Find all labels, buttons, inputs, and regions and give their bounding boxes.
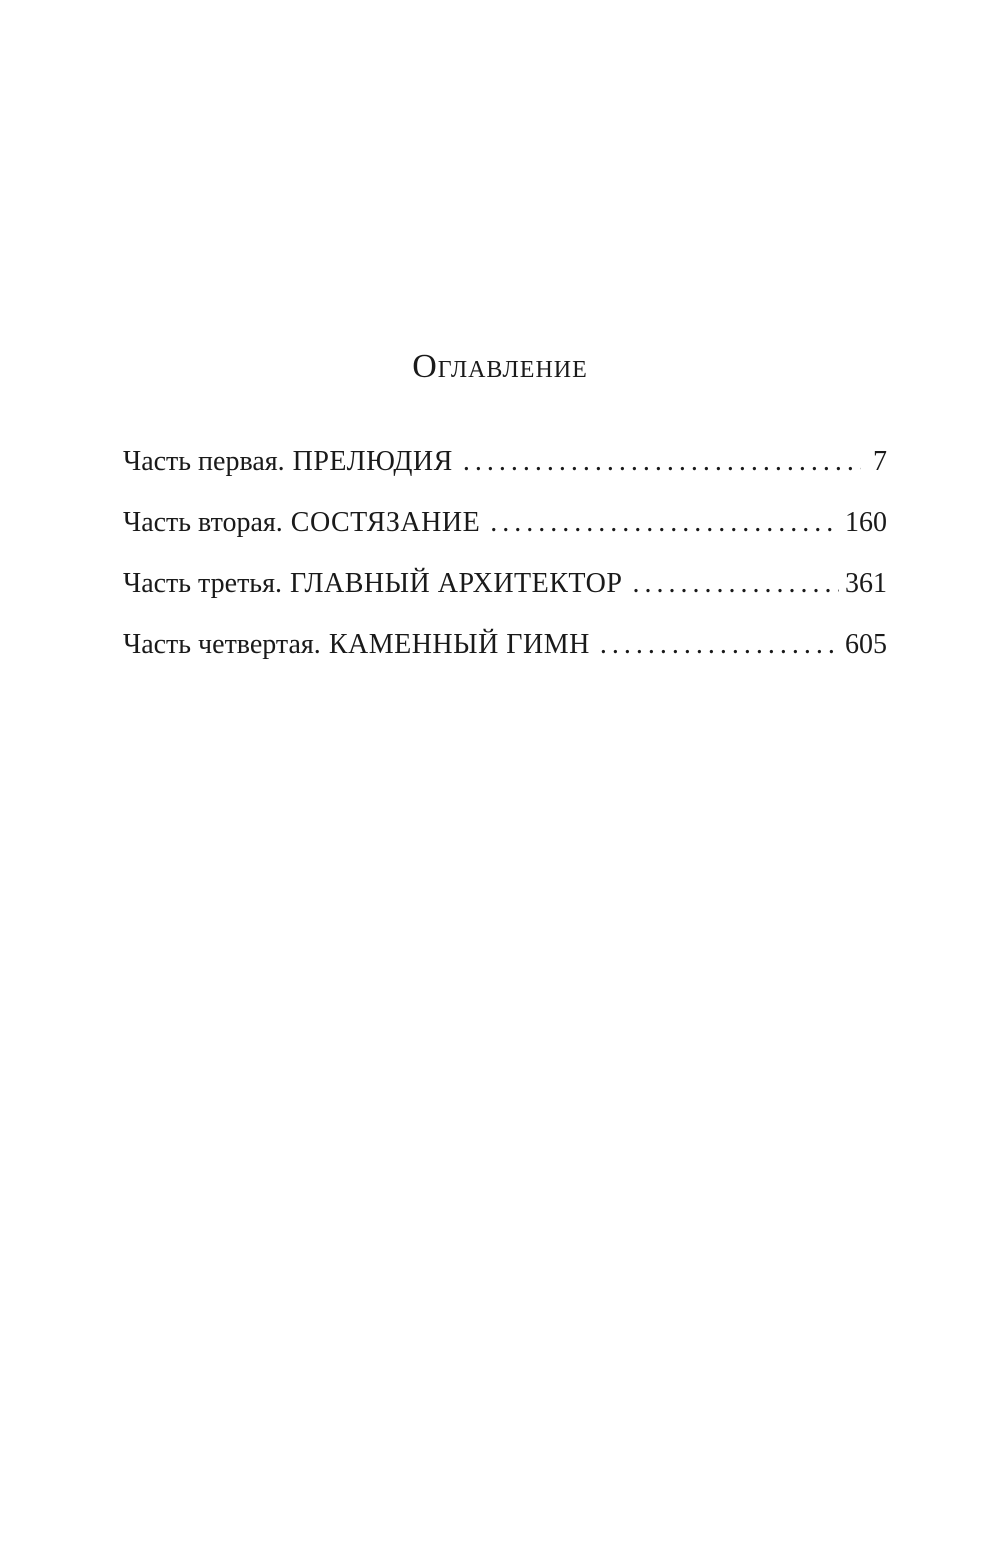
toc-entry-1[interactable]: [123, 446, 887, 507]
toc-entry-title: СОСТЯЗАНИЕ: [290, 507, 481, 538]
toc-heading: Оглавление: [412, 348, 588, 385]
toc-entry-page: 7: [873, 446, 887, 477]
toc-entry-page: 160: [845, 507, 887, 538]
toc-entry-part: Часть четвертая.: [123, 629, 321, 660]
toc-entry-page: 361: [845, 568, 887, 599]
dot-leader: [463, 446, 861, 478]
dot-leader: [600, 629, 839, 661]
table-of-contents: [123, 446, 887, 690]
toc-entry-title: ПРЕЛЮДИЯ: [292, 446, 453, 477]
toc-entry-3[interactable]: [123, 568, 887, 629]
toc-entry-4[interactable]: [123, 629, 887, 690]
toc-entry-part: Часть первая.: [123, 446, 285, 477]
toc-entry-title: КАМЕННЫЙ ГИМН: [328, 629, 590, 660]
dot-leader: [632, 568, 839, 600]
toc-entry-2[interactable]: [123, 507, 887, 568]
toc-entry-part: Часть вторая.: [123, 507, 283, 538]
toc-entry-part: Часть третья.: [123, 568, 282, 599]
toc-entry-page: 605: [845, 629, 887, 660]
toc-entry-title: ГЛАВНЫЙ АРХИТЕКТОР: [289, 568, 623, 599]
dot-leader: [490, 507, 839, 539]
